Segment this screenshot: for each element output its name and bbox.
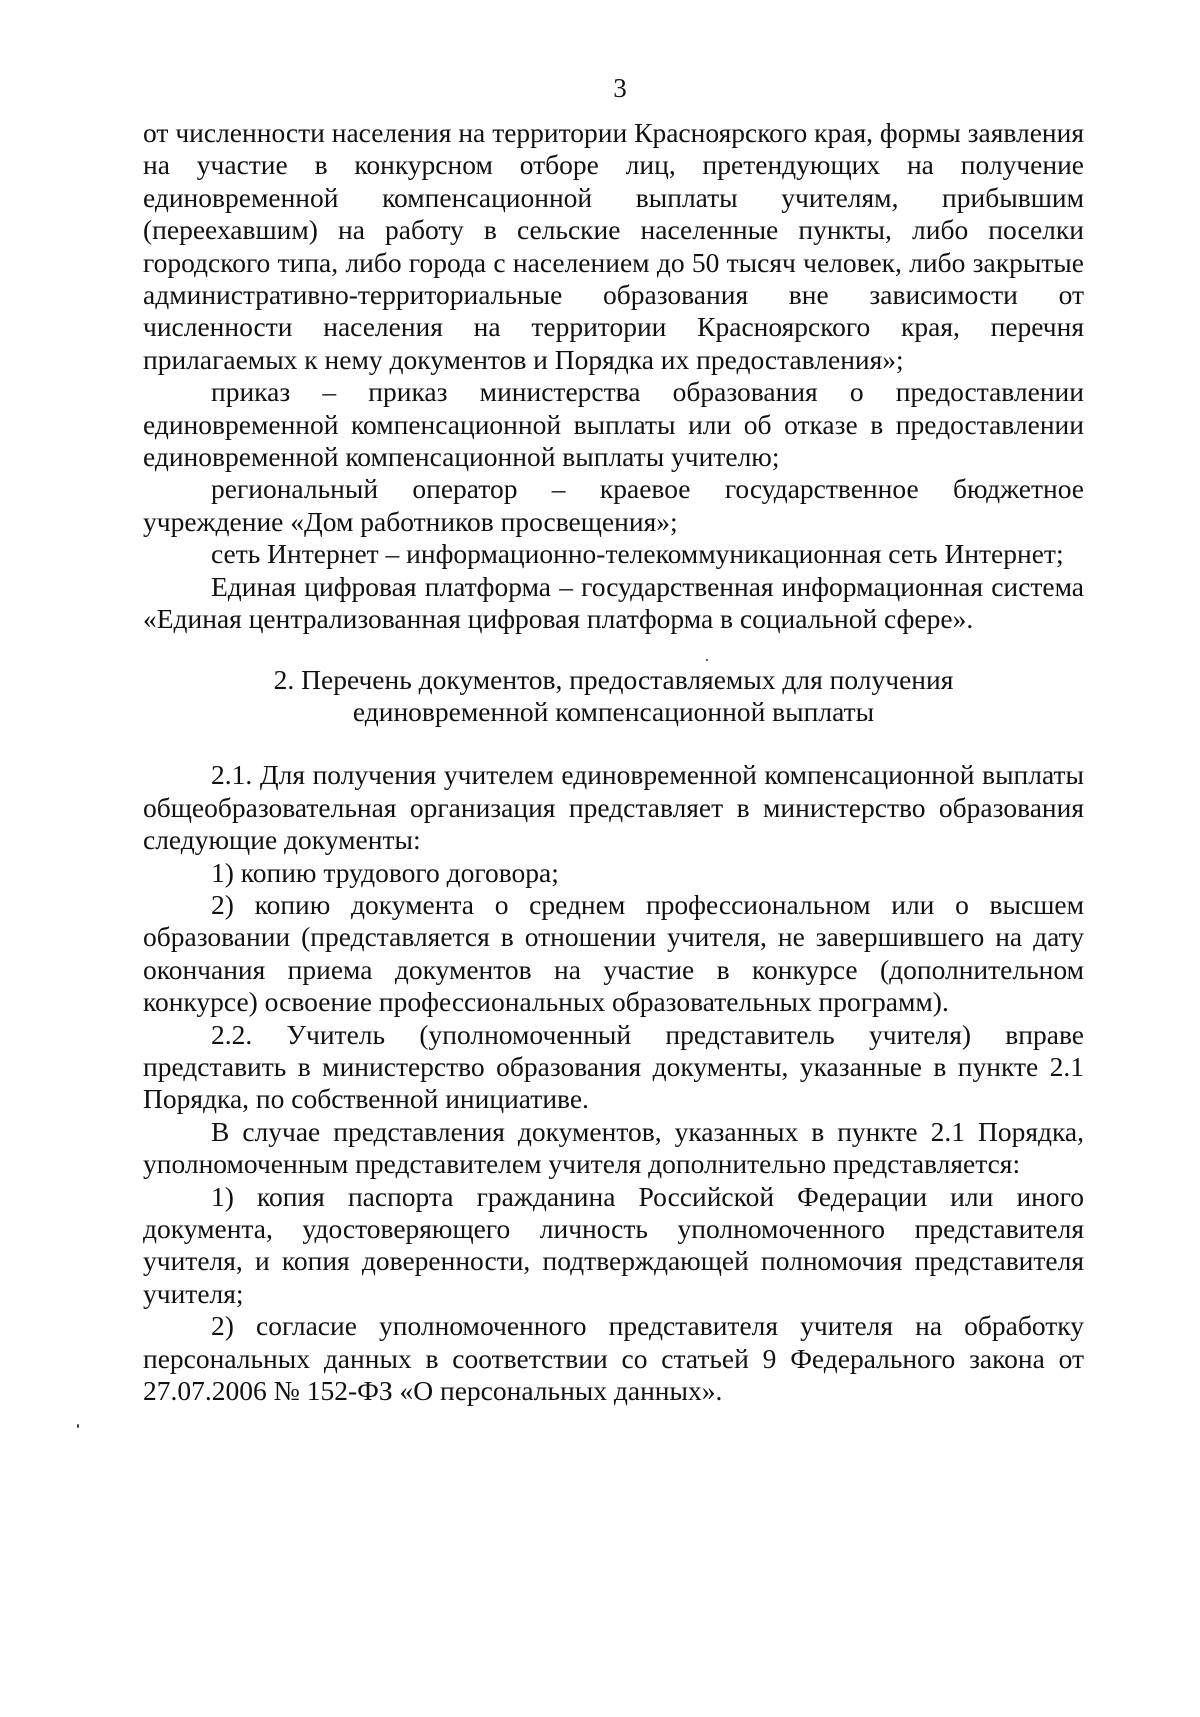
section-heading-line: 2. Перечень документов, предоставляемых для получения bbox=[273, 663, 954, 695]
paragraph: региональный оператор – краевое государственное бюджетное учреждение «Дом работников просвещения»; bbox=[143, 473, 1084, 537]
page-number: 3 bbox=[613, 73, 627, 103]
paragraph: 2.1. Для получения учителем единовременной компенсационной выплаты общеобразовательная организация представляет в министерство образования следующие документы: bbox=[143, 759, 1084, 856]
paragraph: В случае представления документов, указанных в пункте 2.1 Порядка, уполномоченным представителем учителя дополнительно представляется: bbox=[143, 1115, 1084, 1180]
paragraph: 2) копию документа о среднем профессиональном или о высшем образовании (представляется в отношении учителя, не завершившего на дату окончания приема документов на участие в конкурсе (дополнительном конкурсе) освоение профессиональных образовательных программ). bbox=[143, 888, 1084, 1018]
paragraph: Единая цифровая платформа – государственная информационная система «Единая централизованная цифровая платформа в социальной сфере». bbox=[143, 570, 1084, 635]
paragraph: 1) копия паспорта гражданина Российской Федерации или иного документа, удостоверяющего личность уполномоченного представителя учителя, и копия доверенности, подтверждающей полномочия представителя учителя; bbox=[143, 1180, 1084, 1309]
document-body bbox=[143, 117, 1084, 1407]
paragraph: от численности населения на территории Красноярского края, формы заявления на участие в конкурсном отборе лиц, претендующих на получение единовременной компенсационной выплаты учителям, прибывшим (переехавшим) на работу в сельские населенные пункты, либо поселки городского типа, либо города с населением до 50 тысяч человек, либо закрытые административно-территориальные образования вне зависимости от численности населения на территории Красноярского края, перечня прилагаемых к нему документов и Порядка их предоставления»; bbox=[143, 117, 1084, 375]
paragraph: сеть Интернет – информационно-телекоммуникационная сеть Интернет; bbox=[211, 538, 1064, 570]
scan-speck bbox=[77, 1424, 79, 1428]
scan-speck bbox=[706, 659, 708, 661]
section-heading-line: единовременной компенсационной выплаты bbox=[352, 695, 875, 727]
paragraph: 1) копию трудового договора; bbox=[211, 856, 559, 888]
paragraph: 2.2. Учитель (уполномоченный представитель учителя) вправе представить в министерство образования документы, указанные в пункте 2.1 Порядка, по собственной инициативе. bbox=[143, 1018, 1084, 1115]
section-heading bbox=[143, 664, 1084, 729]
paragraph: приказ – приказ министерства образования о предоставлении единовременной компенсационной выплаты или об отказе в предоставлении единовременной компенсационной выплаты учителю; bbox=[143, 376, 1084, 473]
paragraph: 2) согласие уполномоченного представителя учителя на обработку персональных данных в соответствии со статьей 9 Федерального закона от 27.07.2006 № 152-ФЗ «О персональных данных». bbox=[143, 1310, 1084, 1407]
